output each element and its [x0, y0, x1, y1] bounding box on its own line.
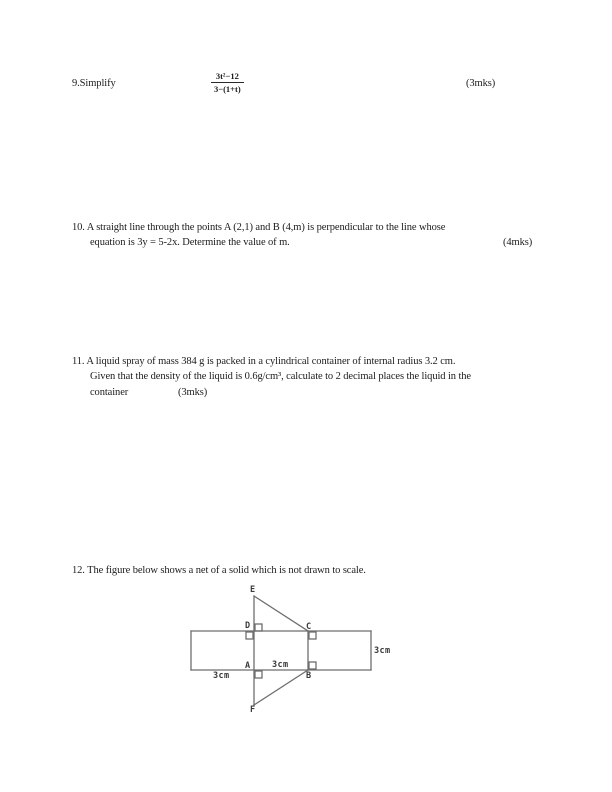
question-9-marks: (3mks) — [466, 78, 496, 89]
question-10-line1: 10. A straight line through the points A (2,1) and B (4,m) is perpendicular to the line whose — [72, 222, 446, 233]
question-11-line3: container — [90, 387, 129, 398]
question-11-line2: Given that the density of the liquid is 0.6g/cm³, calculate to 2 decimal places the liquid in the — [90, 371, 471, 382]
question-11-marks: (3mks) — [178, 387, 208, 398]
question-11-line1: 11. A liquid spray of mass 384 g is packed in a cylindrical container of internal radius 3.2 cm. — [72, 356, 456, 367]
fraction-numerator: 3t²−12 — [211, 71, 244, 83]
question-12-line1: 12. The figure below shows a net of a solid which is not drawn to scale. — [72, 565, 366, 576]
question-9-fraction — [211, 71, 244, 94]
right-angle-mark-B — [309, 662, 316, 669]
vertex-label-D: D — [245, 621, 251, 631]
vertex-label-E: E — [250, 585, 256, 595]
right-angle-mark-D-triangle — [255, 624, 262, 631]
question-10-line2: equation is 3y = 5-2x. Determine the value of m. — [90, 237, 290, 248]
fraction-denominator: 3−(1+t) — [214, 84, 241, 94]
question-9-label: 9.Simplify — [72, 78, 116, 89]
vertex-label-A: A — [245, 661, 251, 671]
question-10-marks: (4mks) — [503, 237, 533, 248]
vertex-label-F: F — [250, 705, 256, 715]
dimension-label-right: 3cm — [374, 646, 391, 656]
vertex-label-B: B — [306, 671, 312, 681]
right-angle-mark-A — [255, 671, 262, 678]
dimension-label-left: 3cm — [213, 671, 230, 681]
right-angle-mark-C — [309, 632, 316, 639]
vertex-label-C: C — [306, 622, 312, 632]
net-figure — [180, 583, 410, 723]
dimension-label-middle: 3cm — [272, 660, 289, 670]
right-angle-mark-D-rect — [246, 632, 253, 639]
